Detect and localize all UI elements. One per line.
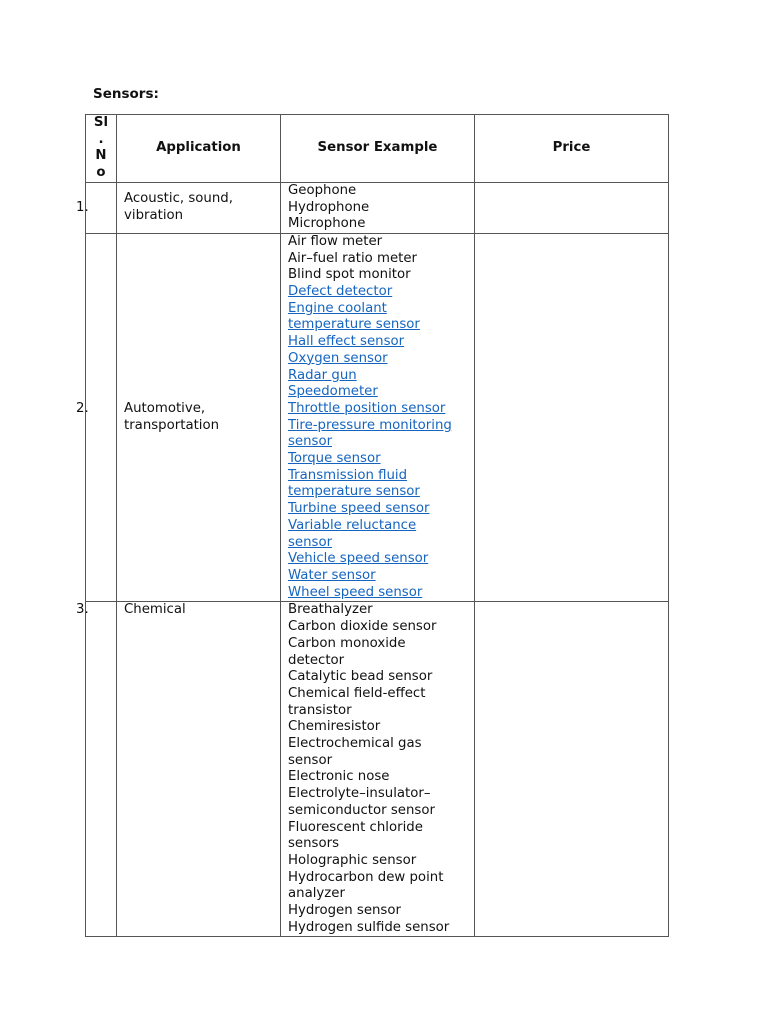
sensor-example-text: Hydrogen sulfide sensor	[288, 919, 450, 935]
sensor-example-text: semiconductor sensor	[288, 802, 435, 818]
sensor-example-link[interactable]: temperature sensor	[288, 484, 420, 500]
price-cell	[475, 602, 669, 937]
row-number: 1.	[76, 199, 89, 215]
sensor-example-link[interactable]: Variable reluctance	[288, 517, 417, 533]
table-header-row	[86, 115, 669, 183]
application-cell	[117, 233, 281, 601]
sensor-example-text: detector	[288, 652, 345, 668]
sensor-example-text: sensors	[288, 836, 339, 852]
sensor-example-text: Electrolyte–insulator–	[288, 786, 431, 802]
sensor-example-link[interactable]: sensor	[288, 534, 333, 550]
sensor-example-text: Carbon dioxide sensor	[288, 619, 437, 635]
row-number: 2.	[76, 400, 89, 416]
header-slno-char: Sl	[93, 115, 109, 130]
sensor-example-text: Blind spot monitor	[288, 267, 411, 283]
price-cell	[475, 182, 669, 233]
table-row	[86, 602, 669, 937]
sensor-example-text: Geophone	[288, 182, 357, 198]
header-application: Application	[117, 115, 281, 183]
page-heading: Sensors:	[93, 86, 159, 102]
sensor-example-link[interactable]: Tire-pressure monitoring	[288, 417, 452, 433]
sensor-example-link[interactable]: Transmission fluid	[288, 467, 408, 483]
header-slno-char: N	[95, 148, 107, 164]
sensor-example-text: Holographic sensor	[288, 852, 417, 868]
sensor-example-cell	[281, 233, 475, 601]
table-row	[86, 182, 669, 233]
sensor-example-text: Breathalyzer	[288, 602, 373, 618]
sensor-example-text: Hydrocarbon dew point	[288, 869, 444, 885]
row-number-cell	[76, 233, 117, 601]
row-number-cell	[76, 602, 117, 937]
sensor-example-cell	[281, 182, 475, 233]
sensor-example-text: Air–fuel ratio meter	[288, 250, 417, 266]
sensor-example-link[interactable]: Defect detector	[288, 284, 393, 300]
header-sensor-example: Sensor Example	[281, 115, 475, 183]
sensor-example-link[interactable]: sensor	[288, 434, 333, 450]
header-slno-char: .	[98, 131, 104, 147]
sensor-example-link[interactable]: Hall effect sensor	[288, 334, 405, 350]
sensor-example-link[interactable]: temperature sensor	[288, 317, 420, 333]
sensor-example-text: Air flow meter	[288, 233, 383, 249]
sensor-example-cell	[281, 602, 475, 937]
sensor-example-text: transistor	[288, 702, 352, 718]
sensor-example-text: Microphone	[288, 216, 366, 232]
sensor-example-text: sensor	[288, 752, 333, 768]
sensor-example-text: Catalytic bead sensor	[288, 669, 433, 685]
sensor-example-link[interactable]: Water sensor	[288, 567, 376, 583]
row-number-cell	[76, 182, 117, 233]
sensor-example-link[interactable]: Engine coolant	[288, 300, 387, 316]
price-cell	[475, 233, 669, 601]
sensor-example-text: Hydrophone	[288, 199, 370, 215]
sensor-example-text: Hydrogen sensor	[288, 903, 401, 919]
sensor-example-link[interactable]: Wheel speed sensor	[288, 584, 423, 600]
header-price: Price	[475, 115, 669, 183]
application-text: Chemical	[124, 602, 186, 618]
application-cell	[117, 182, 281, 233]
sensor-example-text: Electrochemical gas	[288, 736, 422, 752]
application-cell	[117, 602, 281, 937]
sensor-example-text: Electronic nose	[288, 769, 390, 785]
sensor-example-link[interactable]: Vehicle speed sensor	[288, 551, 429, 567]
sensor-example-link[interactable]: Oxygen sensor	[288, 350, 388, 366]
sensor-example-link[interactable]: Turbine speed sensor	[288, 501, 430, 517]
application-text: Acoustic, sound, vibration	[124, 191, 233, 223]
sensors-table	[76, 114, 669, 937]
table-row	[86, 233, 669, 601]
sensor-example-link[interactable]: Radar gun	[288, 367, 357, 383]
sensor-example-link[interactable]: Throttle position sensor	[288, 400, 446, 416]
sensor-example-link[interactable]: Torque sensor	[288, 451, 381, 467]
header-slno-char: o	[96, 165, 106, 181]
application-text: Automotive, transportation	[124, 400, 220, 433]
sensor-example-text: analyzer	[288, 886, 345, 902]
sensor-example-link[interactable]: Speedometer	[288, 384, 378, 400]
sensor-example-text: Chemical field-effect	[288, 685, 426, 701]
sensor-example-text: Chemiresistor	[288, 719, 381, 735]
sensor-example-text: Fluorescent chloride	[288, 819, 423, 835]
header-slno	[86, 115, 117, 183]
row-number: 3.	[76, 602, 89, 618]
sensor-example-text: Carbon monoxide	[288, 635, 406, 651]
